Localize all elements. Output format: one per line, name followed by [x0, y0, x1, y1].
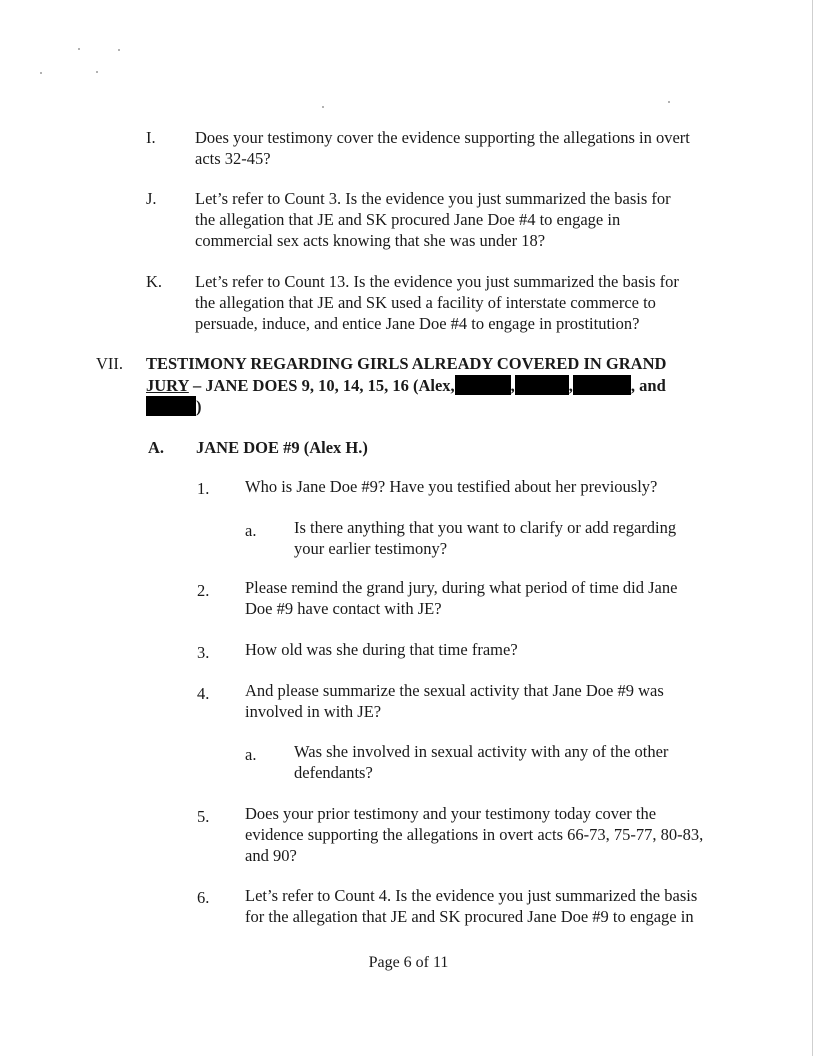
question-text-line: Doe #9 have contact with JE?	[245, 599, 442, 618]
item-marker: K.	[146, 272, 163, 291]
question-text-line: for the allegation that JE and SK procured Jane Doe #9 to engage in	[245, 907, 694, 926]
section-heading-line1: TESTIMONY REGARDING GIRLS ALREADY COVERED IN GRAND	[146, 354, 667, 373]
scan-speck	[322, 106, 324, 108]
item-marker: J.	[146, 189, 157, 208]
item-text-line: Let’s refer to Count 3. Is the evidence you just summarized the basis for	[195, 189, 671, 208]
scan-speck	[668, 101, 670, 103]
subsection-marker: A.	[148, 438, 165, 457]
scan-speck	[78, 48, 80, 50]
section-marker: VII.	[96, 354, 124, 373]
redaction-block	[455, 375, 511, 395]
subquestion-letter: a.	[245, 521, 257, 540]
question-text-line: Let’s refer to Count 4. Is the evidence you just summarized the basis	[245, 886, 698, 905]
subquestion-letter: a.	[245, 745, 257, 764]
question-text-line: evidence supporting the allegations in overt acts 66-73, 75-77, 80-83,	[245, 825, 704, 844]
section-heading-line3	[146, 396, 202, 417]
heading-jury-text: JURY	[146, 376, 189, 395]
question-text-line: Who is Jane Doe #9? Have you testified about her previously?	[245, 477, 658, 496]
heading-and: , and	[630, 376, 666, 395]
redaction-block	[515, 375, 569, 395]
question-number: 1.	[197, 479, 210, 498]
question-number: 2.	[197, 581, 210, 600]
item-text-line: Does your testimony cover the evidence supporting the allegations in overt	[195, 128, 690, 147]
scan-edge-line	[812, 0, 813, 1056]
page-number-footer: Page 6 of 11	[368, 954, 449, 971]
question-text-line: defendants?	[294, 763, 373, 782]
redaction-block	[146, 396, 196, 416]
heading-comma: ,	[568, 376, 573, 395]
item-text-line: acts 32-45?	[195, 149, 271, 168]
question-text-line: Is there anything that you want to clarify or add regarding	[294, 518, 677, 537]
item-text-line: Let’s refer to Count 13. Is the evidence you just summarized the basis for	[195, 272, 679, 291]
question-number: 5.	[197, 807, 210, 826]
heading-jane-does-text: – JANE DOES 9, 10, 14, 15, 16 (Alex,	[188, 376, 455, 395]
question-number: 4.	[197, 684, 210, 703]
question-text-line: involved in with JE?	[245, 702, 382, 721]
question-text-line: Please remind the grand jury, during what period of time did Jane	[245, 578, 678, 597]
heading-close-paren: )	[196, 397, 202, 416]
item-marker: I.	[146, 128, 156, 147]
question-number: 3.	[197, 643, 210, 662]
item-text-line: persuade, induce, and entice Jane Doe #4 to engage in prostitution?	[195, 314, 640, 333]
subsection-title: JANE DOE #9 (Alex H.)	[196, 438, 368, 457]
redaction-block	[573, 375, 631, 395]
question-text-line: and 90?	[245, 846, 297, 865]
item-text-line: the allegation that JE and SK procured Jane Doe #4 to engage in	[195, 210, 621, 229]
item-text-line: commercial sex acts knowing that she was under 18?	[195, 231, 546, 250]
heading-comma: ,	[510, 376, 515, 395]
scan-speck	[118, 49, 120, 51]
question-text-line: How old was she during that time frame?	[245, 640, 518, 659]
question-text-line: your earlier testimony?	[294, 539, 448, 558]
scan-speck	[96, 71, 98, 73]
section-heading-line2	[146, 375, 666, 396]
question-text-line: Was she involved in sexual activity with any of the other	[294, 742, 669, 761]
question-text-line: And please summarize the sexual activity that Jane Doe #9 was	[245, 681, 664, 700]
item-text-line: the allegation that JE and SK used a facility of interstate commerce to	[195, 293, 656, 312]
question-text-line: Does your prior testimony and your testimony today cover the	[245, 804, 657, 823]
question-number: 6.	[197, 888, 210, 907]
scan-speck	[40, 72, 42, 74]
